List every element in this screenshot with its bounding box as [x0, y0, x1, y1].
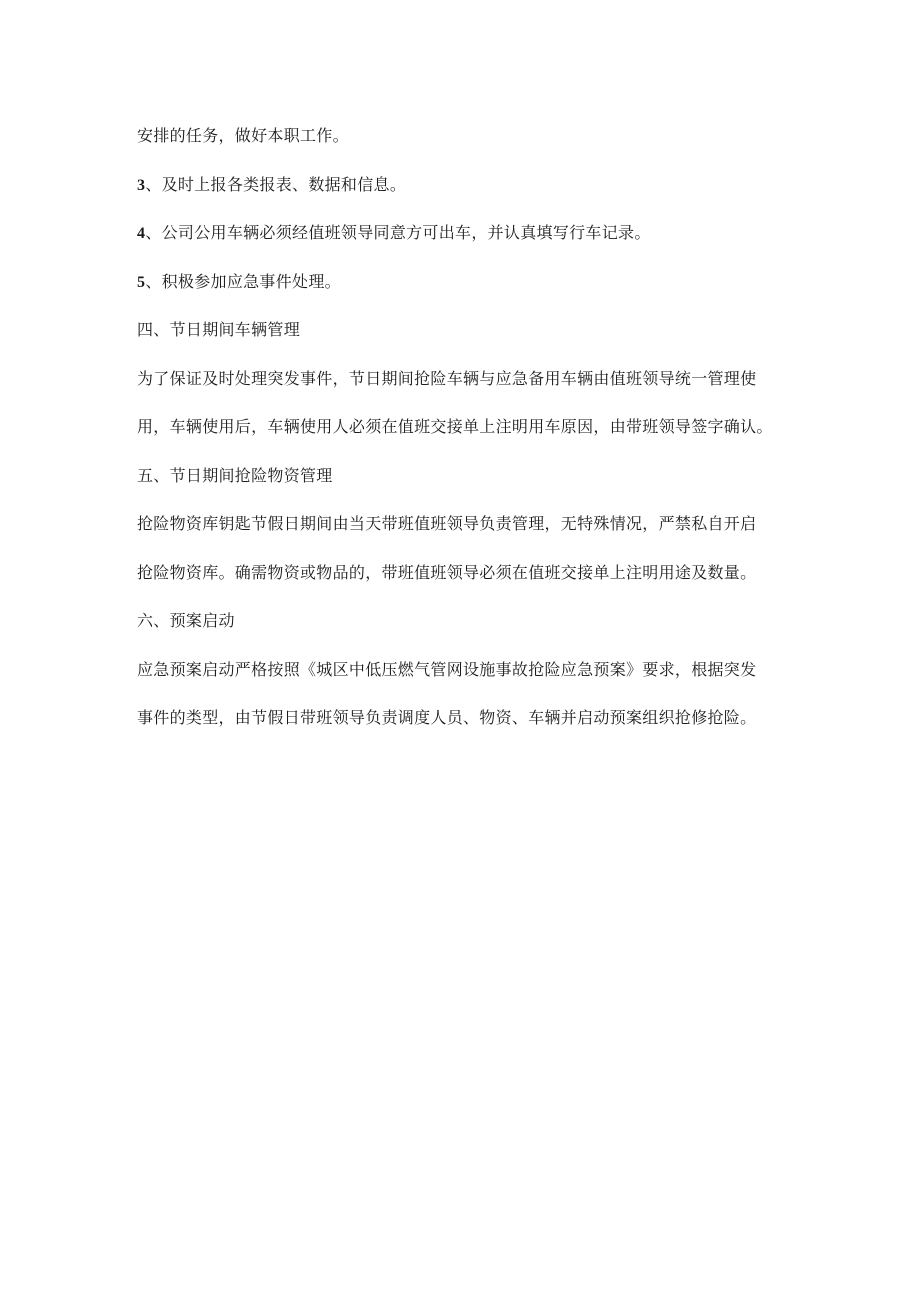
paragraph-line	[137, 707, 756, 729]
list-number: 4	[137, 225, 146, 242]
line-text: 抢险物资库钥匙节假日期间由当天带班值班领导负责管理，无特殊情况，严禁私自开启	[137, 514, 757, 533]
line-text: 抢险物资库。确需物资或物品的，带班值班领导必须在值班交接单上注明用途及数量。	[137, 563, 757, 582]
paragraph-line	[137, 659, 756, 681]
line-text: 事件的类型，由节假日带班领导负责调度人员、物资、车辆并启动预案组织抢修抢险。	[137, 708, 757, 727]
line-text: 用，车辆使用后，车辆使用人必须在值班交接单上注明用车原因，由带班领导签字确认。	[137, 417, 773, 436]
heading-text: 四、节日期间车辆管理	[137, 320, 301, 339]
line-text: 、积极参加应急事件处理。	[145, 272, 341, 291]
line-text: 、及时上报各类报表、数据和信息。	[145, 175, 407, 194]
list-number: 5	[137, 274, 146, 291]
list-number: 3	[137, 177, 146, 194]
paragraph-line	[137, 513, 756, 535]
line-text: 、公司公用车辆必须经值班领导同意方可出车，并认真填写行车记录。	[145, 223, 651, 242]
paragraph-line	[137, 416, 773, 438]
list-item-3	[137, 174, 406, 197]
list-item-5	[137, 271, 341, 294]
paragraph-line	[137, 562, 756, 584]
heading-text: 五、节日期间抢险物资管理	[137, 466, 333, 485]
line-text: 为了保证及时处理突发事件，节日期间抢险车辆与应急备用车辆由值班领导统一管理使	[137, 369, 757, 388]
paragraph-continuation	[137, 125, 349, 147]
list-item-4	[137, 222, 651, 245]
section-heading-materials-management	[137, 465, 333, 487]
line-text: 安排的任务，做好本职工作。	[137, 126, 349, 145]
section-heading-plan-activation	[137, 610, 235, 632]
heading-text: 六、预案启动	[137, 611, 235, 630]
paragraph-line	[137, 368, 756, 390]
line-text: 应急预案启动严格按照《城区中低压燃气管网设施事故抢险应急预案》要求，根据突发	[137, 660, 757, 679]
section-heading-vehicle-management	[137, 319, 300, 341]
